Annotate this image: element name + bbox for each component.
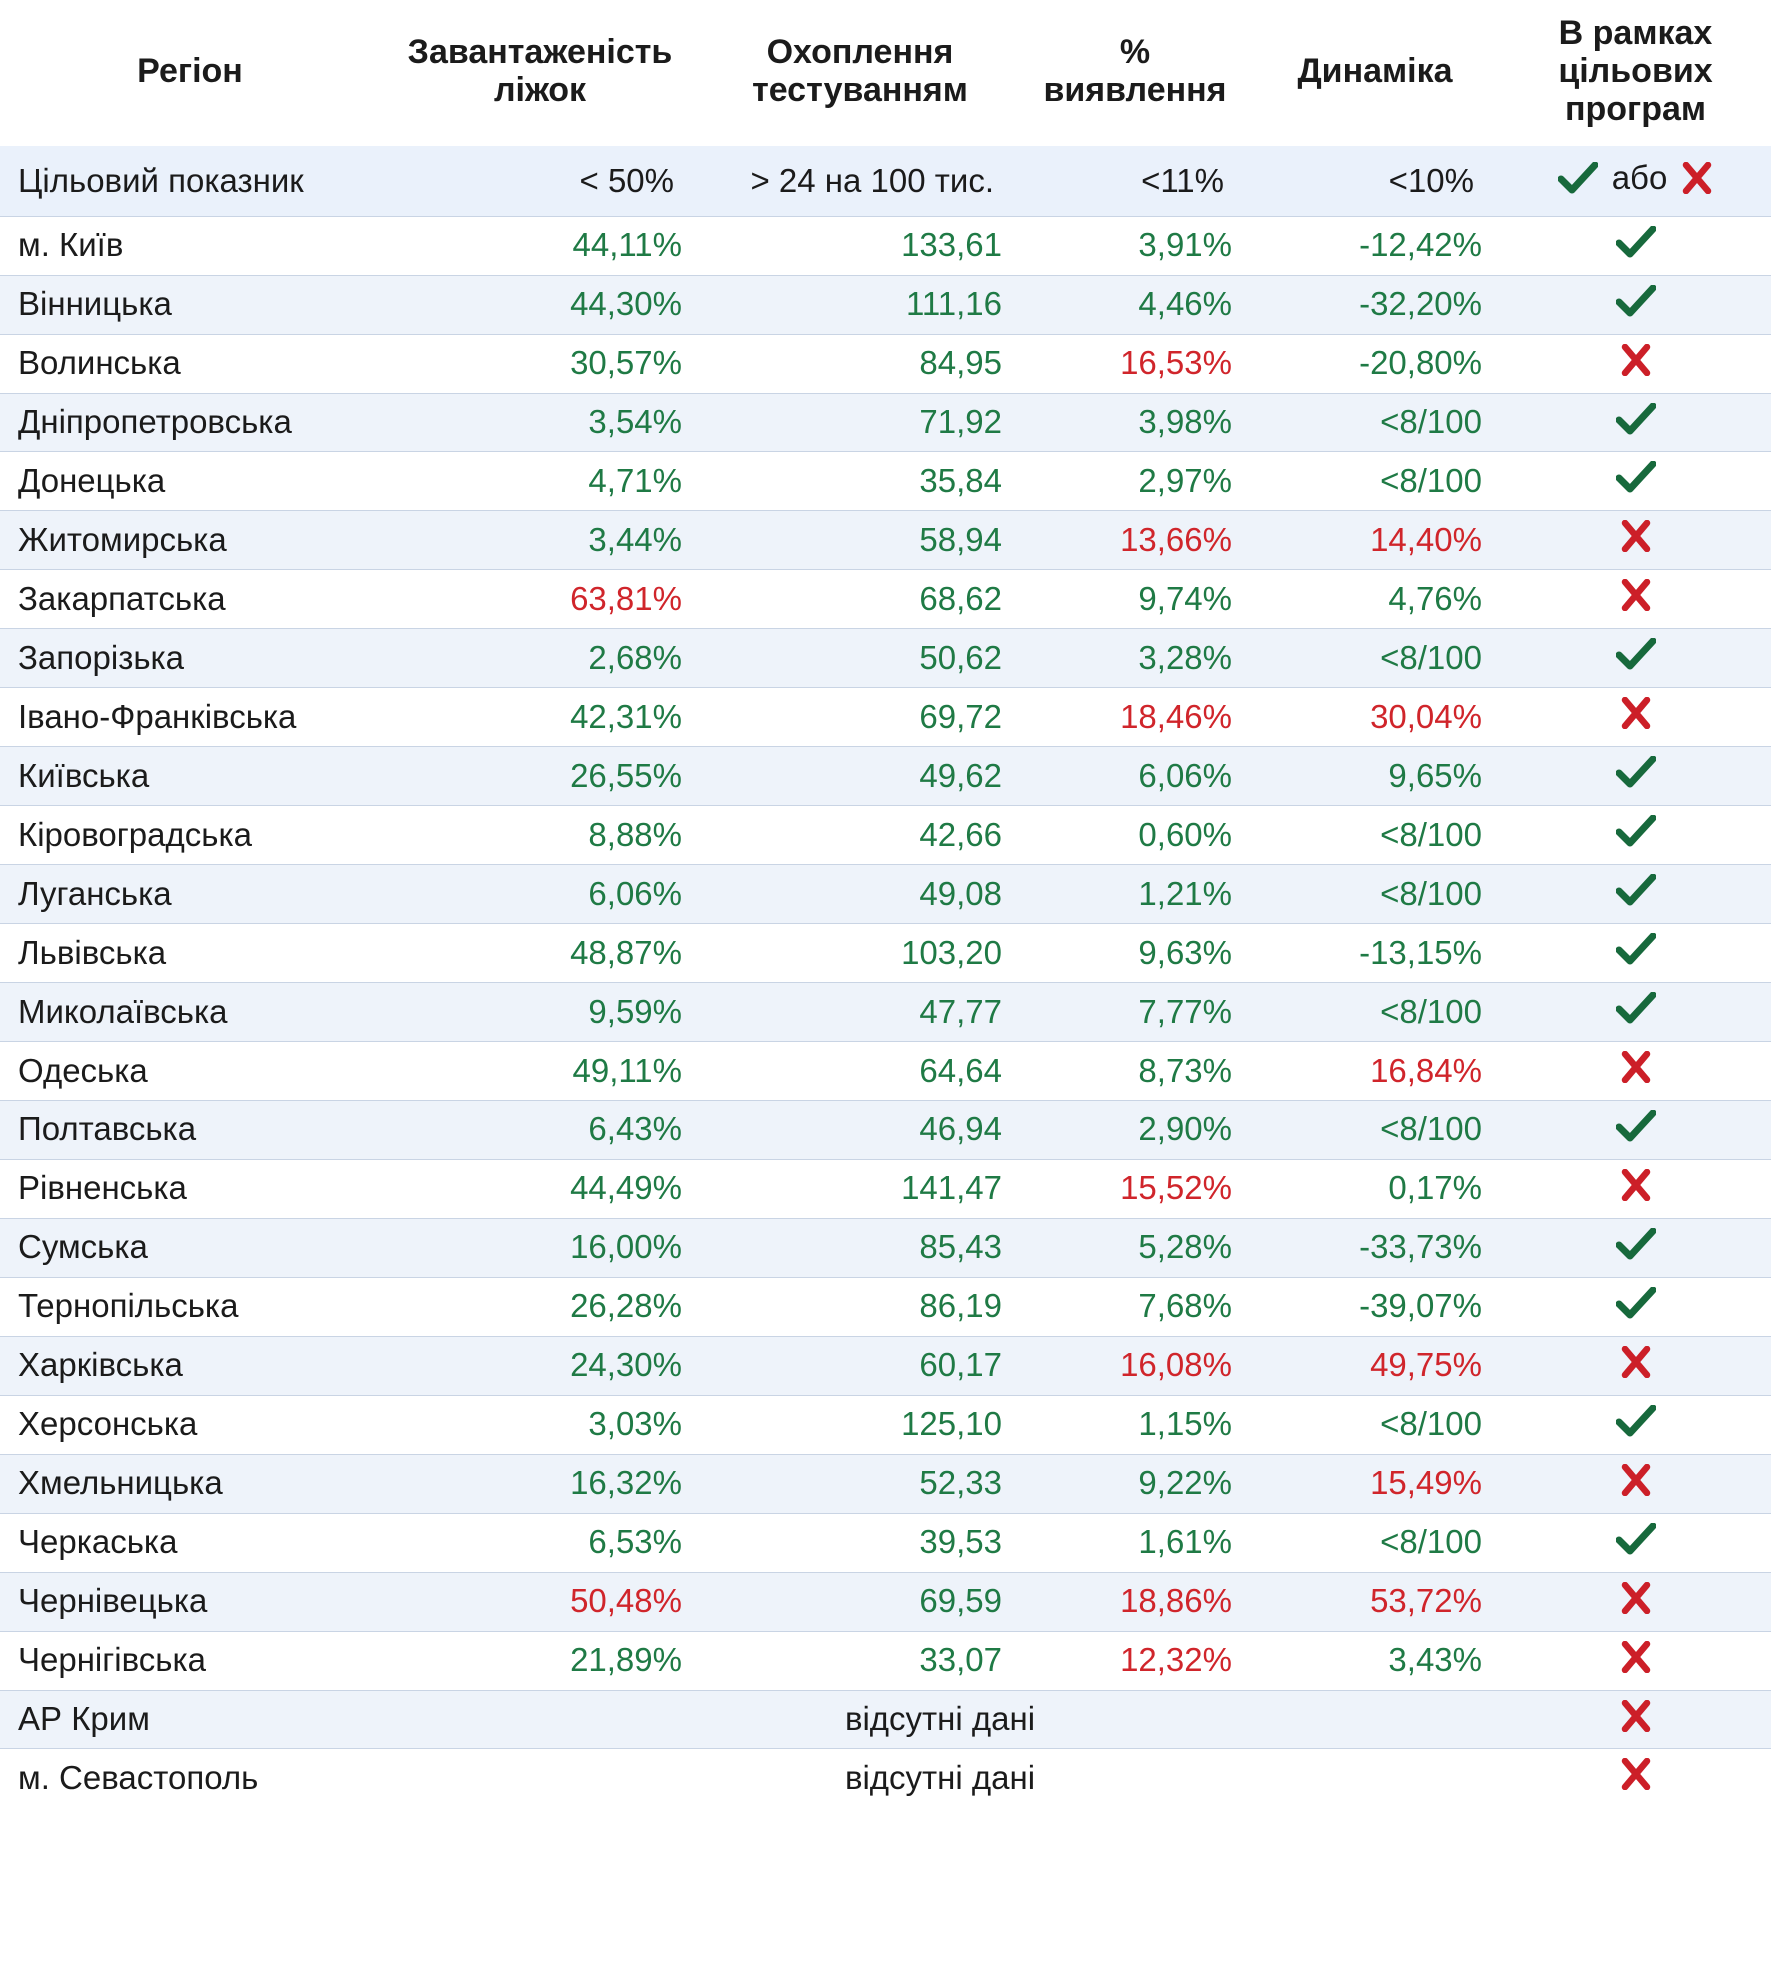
table-row [0,1159,1771,1218]
cell-testing-coverage: 58,94 [700,511,1020,570]
cell-bed-occupancy: 63,81% [380,570,700,629]
cell-region: Полтавська [0,1100,380,1159]
cell-testing-coverage: 125,10 [700,1395,1020,1454]
check-icon [1616,1523,1656,1555]
cell-region: АР Крим [0,1690,380,1749]
cell-region: Херсонська [0,1395,380,1454]
cell-region: Харківська [0,1336,380,1395]
check-icon [1616,226,1656,258]
target-bed-occupancy: < 50% [380,146,700,216]
cross-icon [1620,1700,1652,1732]
cell-within-target-programs [1500,983,1771,1042]
table-row [0,865,1771,924]
column-header-detection-rate: % виявлення [1020,0,1250,146]
cell-dynamics: 3,43% [1250,1631,1500,1690]
check-icon [1616,461,1656,493]
cell-dynamics: <8/100 [1250,865,1500,924]
cell-testing-coverage: 141,47 [700,1159,1020,1218]
table-row [0,275,1771,334]
cell-region: Тернопільська [0,1277,380,1336]
table-row [0,688,1771,747]
cell-detection-rate: 5,28% [1020,1218,1250,1277]
cell-dynamics: <8/100 [1250,806,1500,865]
cell-bed-occupancy: 42,31% [380,688,700,747]
check-icon [1616,403,1656,435]
cell-dynamics: <8/100 [1250,629,1500,688]
cell-dynamics: 53,72% [1250,1572,1500,1631]
target-program-legend [1500,146,1771,216]
target-indicator-row [0,146,1771,216]
table-row [0,924,1771,983]
cell-region: Черкаська [0,1513,380,1572]
cell-dynamics: <8/100 [1250,452,1500,511]
cell-bed-occupancy: 50,48% [380,1572,700,1631]
table-row [0,1631,1771,1690]
cell-dynamics: 49,75% [1250,1336,1500,1395]
cell-detection-rate: 13,66% [1020,511,1250,570]
cell-detection-rate: 0,60% [1020,806,1250,865]
cell-testing-coverage: 71,92 [700,393,1020,452]
cell-testing-coverage: 69,59 [700,1572,1020,1631]
cell-dynamics: 14,40% [1250,511,1500,570]
cell-detection-rate: 12,32% [1020,1631,1250,1690]
cell-region: Рівненська [0,1159,380,1218]
cell-within-target-programs [1500,1218,1771,1277]
cell-detection-rate: 15,52% [1020,1159,1250,1218]
cell-bed-occupancy: 26,55% [380,747,700,806]
cell-detection-rate: 6,06% [1020,747,1250,806]
cell-bed-occupancy: 44,30% [380,275,700,334]
target-program-or-label: або [1611,159,1668,197]
cell-bed-occupancy: 16,00% [380,1218,700,1277]
check-icon [1616,874,1656,906]
cell-testing-coverage: 35,84 [700,452,1020,511]
column-header-dynamics: Динаміка [1250,0,1500,146]
table-row [0,452,1771,511]
cell-dynamics: 15,49% [1250,1454,1500,1513]
cell-region: Вінницька [0,275,380,334]
cell-dynamics: 4,76% [1250,570,1500,629]
cell-region: Одеська [0,1042,380,1101]
cell-within-target-programs [1500,393,1771,452]
cell-within-target-programs [1500,1513,1771,1572]
cell-dynamics: 9,65% [1250,747,1500,806]
cell-region: Хмельницька [0,1454,380,1513]
cell-dynamics: 30,04% [1250,688,1500,747]
cell-bed-occupancy: 16,32% [380,1454,700,1513]
cell-testing-coverage: 69,72 [700,688,1020,747]
cell-bed-occupancy: 24,30% [380,1336,700,1395]
check-icon [1616,1228,1656,1260]
cell-region: Львівська [0,924,380,983]
cell-within-target-programs [1500,629,1771,688]
table-header [0,0,1771,146]
column-header-region: Регіон [0,0,380,146]
target-testing-coverage: > 24 на 100 тис. [700,146,1020,216]
target-values-section [0,146,1771,216]
cell-detection-rate: 18,86% [1020,1572,1250,1631]
cell-region: Миколаївська [0,983,380,1042]
cell-within-target-programs [1500,1277,1771,1336]
table-row [0,1454,1771,1513]
cell-testing-coverage: 68,62 [700,570,1020,629]
cell-within-target-programs [1500,511,1771,570]
cell-within-target-programs [1500,1159,1771,1218]
cell-region: Донецька [0,452,380,511]
cell-region: Закарпатська [0,570,380,629]
cell-bed-occupancy: 9,59% [380,983,700,1042]
cell-testing-coverage: 86,19 [700,1277,1020,1336]
cell-within-target-programs [1500,747,1771,806]
cell-within-target-programs [1500,865,1771,924]
cell-within-target-programs [1500,1572,1771,1631]
table-row [0,511,1771,570]
cell-within-target-programs [1500,452,1771,511]
column-header-bed-occupancy: Завантаженість ліжок [380,0,700,146]
cell-detection-rate: 2,97% [1020,452,1250,511]
cross-icon [1620,579,1652,611]
target-dynamics: <10% [1250,146,1500,216]
cell-detection-rate: 7,68% [1020,1277,1250,1336]
cell-testing-coverage: 47,77 [700,983,1020,1042]
target-row-label: Цільовий показник [0,146,380,216]
cell-no-data: відсутні дані [380,1690,1500,1749]
cell-dynamics: -13,15% [1250,924,1500,983]
cell-region: Івано-Франківська [0,688,380,747]
cell-region: Дніпропетровська [0,393,380,452]
table-row [0,747,1771,806]
check-icon [1616,285,1656,317]
cell-testing-coverage: 111,16 [700,275,1020,334]
cell-testing-coverage: 133,61 [700,216,1020,275]
cell-dynamics: <8/100 [1250,983,1500,1042]
target-detection-rate: <11% [1020,146,1250,216]
cell-region: Сумська [0,1218,380,1277]
cell-region: Чернівецька [0,1572,380,1631]
cell-testing-coverage: 60,17 [700,1336,1020,1395]
cell-within-target-programs [1500,216,1771,275]
cross-icon [1620,1346,1652,1378]
cell-within-target-programs [1500,924,1771,983]
cell-region: Кіровоградська [0,806,380,865]
cell-bed-occupancy: 26,28% [380,1277,700,1336]
cell-testing-coverage: 39,53 [700,1513,1020,1572]
cell-bed-occupancy: 6,06% [380,865,700,924]
check-icon [1616,933,1656,965]
cell-detection-rate: 16,53% [1020,334,1250,393]
table-row [0,393,1771,452]
cell-region: Запорізька [0,629,380,688]
table-row [0,1749,1771,1807]
cell-bed-occupancy: 4,71% [380,452,700,511]
table-row [0,1100,1771,1159]
cell-bed-occupancy: 3,03% [380,1395,700,1454]
cell-detection-rate: 3,98% [1020,393,1250,452]
cell-testing-coverage: 33,07 [700,1631,1020,1690]
cell-dynamics: <8/100 [1250,1395,1500,1454]
table-row [0,1218,1771,1277]
cell-region: Київська [0,747,380,806]
cross-icon [1681,162,1713,194]
cell-dynamics: -32,20% [1250,275,1500,334]
table-body [0,216,1771,1807]
table-row [0,334,1771,393]
cross-icon [1620,1051,1652,1083]
cell-bed-occupancy: 48,87% [380,924,700,983]
cell-bed-occupancy: 6,53% [380,1513,700,1572]
check-icon [1616,1110,1656,1142]
cell-detection-rate: 18,46% [1020,688,1250,747]
cell-detection-rate: 1,21% [1020,865,1250,924]
cell-testing-coverage: 103,20 [700,924,1020,983]
cell-detection-rate: 8,73% [1020,1042,1250,1101]
cell-testing-coverage: 84,95 [700,334,1020,393]
cell-detection-rate: 2,90% [1020,1100,1250,1159]
table-row [0,629,1771,688]
cell-dynamics: -20,80% [1250,334,1500,393]
cell-within-target-programs [1500,1042,1771,1101]
cell-within-target-programs [1500,570,1771,629]
check-icon [1616,756,1656,788]
cross-icon [1620,1758,1652,1790]
cell-region: Луганська [0,865,380,924]
cross-icon [1620,520,1652,552]
cell-region: м. Київ [0,216,380,275]
table-row [0,983,1771,1042]
column-header-testing-coverage: Охоплення тестуванням [700,0,1020,146]
cell-within-target-programs [1500,1100,1771,1159]
cross-icon [1620,1582,1652,1614]
cell-bed-occupancy: 44,49% [380,1159,700,1218]
cell-within-target-programs [1500,1631,1771,1690]
cell-bed-occupancy: 49,11% [380,1042,700,1101]
cell-dynamics: <8/100 [1250,1513,1500,1572]
cell-testing-coverage: 64,64 [700,1042,1020,1101]
cell-detection-rate: 9,22% [1020,1454,1250,1513]
cross-icon [1620,697,1652,729]
cell-bed-occupancy: 21,89% [380,1631,700,1690]
cell-within-target-programs [1500,1749,1771,1807]
cell-detection-rate: 1,61% [1020,1513,1250,1572]
check-icon [1616,815,1656,847]
cell-detection-rate: 1,15% [1020,1395,1250,1454]
cell-detection-rate: 4,46% [1020,275,1250,334]
cell-bed-occupancy: 3,44% [380,511,700,570]
cell-testing-coverage: 42,66 [700,806,1020,865]
table-row [0,806,1771,865]
cell-detection-rate: 3,28% [1020,629,1250,688]
cell-region: Чернігівська [0,1631,380,1690]
cell-region: Волинська [0,334,380,393]
cell-dynamics: -39,07% [1250,1277,1500,1336]
table-row [0,1042,1771,1101]
cell-within-target-programs [1500,1690,1771,1749]
cell-region: м. Севастополь [0,1749,380,1807]
cell-testing-coverage: 49,62 [700,747,1020,806]
cross-icon [1620,1641,1652,1673]
cell-bed-occupancy: 2,68% [380,629,700,688]
table-row [0,1513,1771,1572]
cell-detection-rate: 9,74% [1020,570,1250,629]
cell-bed-occupancy: 3,54% [380,393,700,452]
cell-within-target-programs [1500,275,1771,334]
cell-dynamics: <8/100 [1250,1100,1500,1159]
cell-bed-occupancy: 30,57% [380,334,700,393]
cell-detection-rate: 7,77% [1020,983,1250,1042]
column-header-within-target-programs: В рамках цільових програм [1500,0,1771,146]
cell-testing-coverage: 52,33 [700,1454,1020,1513]
cell-within-target-programs [1500,1395,1771,1454]
cross-icon [1620,1464,1652,1496]
check-icon [1558,162,1598,194]
cell-no-data: відсутні дані [380,1749,1500,1807]
table-row [0,570,1771,629]
cell-dynamics: -12,42% [1250,216,1500,275]
check-icon [1616,1405,1656,1437]
cell-within-target-programs [1500,334,1771,393]
cell-region: Житомирська [0,511,380,570]
check-icon [1616,638,1656,670]
cell-dynamics: 16,84% [1250,1042,1500,1101]
table-row [0,1572,1771,1631]
cell-within-target-programs [1500,688,1771,747]
cell-within-target-programs [1500,1336,1771,1395]
table-row [0,1277,1771,1336]
table-row [0,1336,1771,1395]
cell-testing-coverage: 46,94 [700,1100,1020,1159]
cell-testing-coverage: 49,08 [700,865,1020,924]
header-row [0,0,1771,146]
cell-detection-rate: 3,91% [1020,216,1250,275]
cell-testing-coverage: 50,62 [700,629,1020,688]
check-icon [1616,992,1656,1024]
check-icon [1616,1287,1656,1319]
cell-dynamics: <8/100 [1250,393,1500,452]
cell-dynamics: 0,17% [1250,1159,1500,1218]
cell-testing-coverage: 85,43 [700,1218,1020,1277]
cell-bed-occupancy: 6,43% [380,1100,700,1159]
cell-bed-occupancy: 44,11% [380,216,700,275]
cell-detection-rate: 9,63% [1020,924,1250,983]
cell-within-target-programs [1500,806,1771,865]
cross-icon [1620,344,1652,376]
cell-within-target-programs [1500,1454,1771,1513]
table-row [0,216,1771,275]
table-row [0,1690,1771,1749]
cross-icon [1620,1169,1652,1201]
table-row [0,1395,1771,1454]
cell-bed-occupancy: 8,88% [380,806,700,865]
cell-detection-rate: 16,08% [1020,1336,1250,1395]
cell-dynamics: -33,73% [1250,1218,1500,1277]
